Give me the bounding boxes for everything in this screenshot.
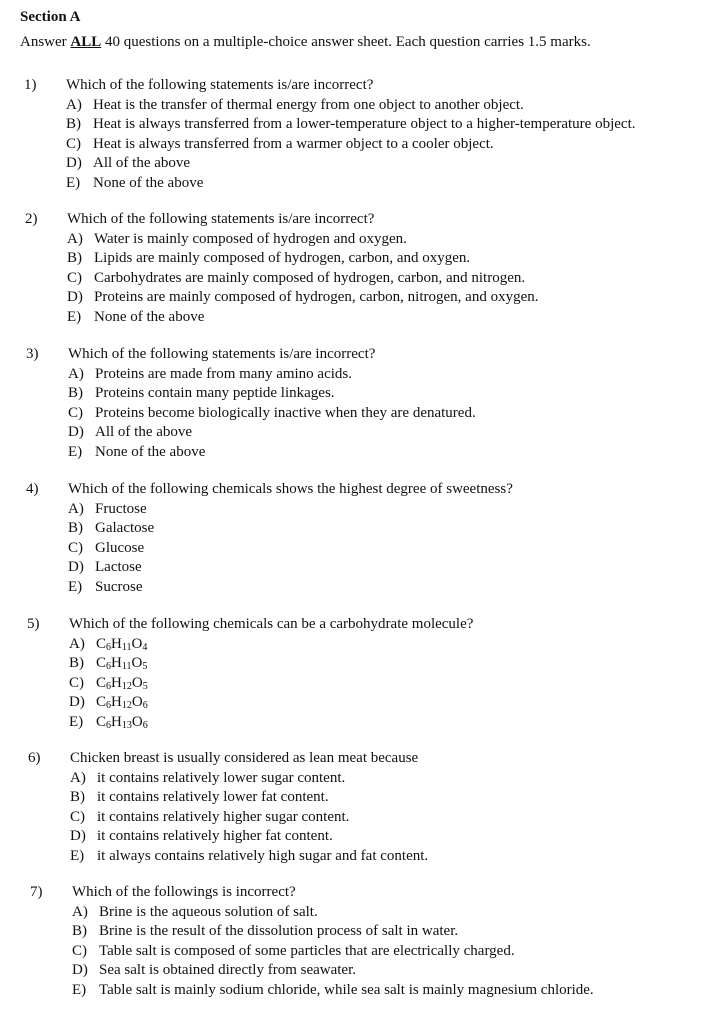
formula-subscript: 5 [142,680,148,692]
answer-option [70,769,720,789]
option-letter: E) [69,713,84,730]
option-letter: B) [70,789,85,805]
answer-option [68,578,718,598]
option-text: Lipids are mainly composed of hydrogen, carbon, and oxygen. [94,250,471,266]
option-letter: C) [68,404,83,421]
instructions-lead: Answer [20,34,71,50]
option-letter: D) [67,289,83,305]
formula-subscript: 11 [121,641,132,653]
option-letter: A) [66,96,82,113]
formula-element: H [111,674,122,691]
question-text: Which of the following chemicals can be a carbohydrate molecule? [69,616,474,632]
formula-subscript: 6 [142,700,148,711]
option-formula [96,675,148,691]
formula-subscript: 6 [106,700,112,711]
option-text: None of the above [93,174,204,191]
option-text: Galactose [95,520,155,536]
option-letter: E) [72,981,87,998]
option-formula [96,714,148,730]
option-text: Heat is always transferred from a lower-temperature object to a higher-temperature object. [93,116,636,132]
answer-option [69,654,719,674]
option-letter: D) [72,962,88,978]
formula-element: C [96,655,107,671]
option-text: Water is mainly composed of hydrogen and oxygen. [94,230,407,247]
option-letter: D) [69,694,85,710]
answer-option [70,827,720,847]
option-text: All of the above [93,155,191,171]
option-text: Heat is always transferred from a warmer object to a cooler object. [93,135,494,152]
formula-subscript: 6 [106,680,112,692]
question-number: 6) [28,750,41,766]
answer-option [69,693,719,713]
formula-element: C [96,635,107,652]
option-text: Glucose [95,539,145,556]
question-number: 5) [27,616,40,632]
question-body [68,480,718,597]
question-text: Which of the following statements is/are incorrect? [66,77,374,93]
answer-option [72,981,722,1001]
answer-option [72,961,722,981]
formula-element: C [96,713,107,730]
formula-element: O [131,674,143,691]
option-text: Carbohydrates are mainly composed of hydrogen, carbon, and nitrogen. [94,269,526,286]
question-text: Which of the following statements is/are incorrect? [68,346,376,362]
formula-subscript: 12 [121,680,132,692]
answer-option [72,903,722,923]
option-text: it contains relatively lower sugar content. [97,769,346,786]
option-text: Sea salt is obtained directly from seawater. [99,962,356,978]
option-letter: D) [68,559,84,575]
option-text: it always contains relatively high sugar and fat content. [97,847,429,864]
instructions-all: ALL [70,34,102,50]
question-body [72,883,722,1000]
question-number: 1) [24,77,37,93]
option-letter: E) [66,174,81,191]
option-letter: B) [72,923,87,939]
formula-subscript: 11 [121,661,132,672]
answer-option [68,539,718,559]
formula-subscript: 6 [106,719,112,731]
question-body [67,210,717,327]
answer-option [66,115,716,135]
option-letter: C) [68,539,83,556]
answer-option [67,288,717,308]
formula-element: O [131,713,143,730]
question-text: Which of the followings is incorrect? [72,884,296,900]
option-text: Table salt is mainly sodium chloride, while sea salt is mainly magnesium chloride. [99,981,594,998]
option-letter: B) [68,520,83,536]
instructions-rest: 40 questions on a multiple-choice answer sheet. Each question carries 1.5 marks. [101,34,591,50]
formula-element: O [131,694,143,710]
answer-option [70,808,720,828]
option-text: None of the above [94,308,205,325]
formula-subscript: 6 [142,719,148,731]
instructions [20,33,591,51]
formula-subscript: 6 [106,641,112,653]
option-letter: A) [69,635,85,652]
option-letter: B) [69,655,84,671]
answer-option [68,384,718,404]
option-letter: D) [70,828,86,844]
question-body [68,345,718,462]
formula-subscript: 5 [142,661,148,672]
option-letter: C) [72,942,87,959]
question-text: Chicken breast is usually considered as lean meat because [70,750,419,766]
question-number: 3) [26,346,39,362]
option-text: Proteins become biologically inactive when they are denatured. [95,404,476,421]
formula-element: C [96,694,107,710]
option-text: it contains relatively higher sugar content. [97,808,350,825]
answer-option [66,154,716,174]
question-number: 4) [26,481,39,497]
answer-option [69,674,719,694]
option-letter: D) [66,155,82,171]
option-text: Fructose [95,500,147,517]
option-letter: A) [72,903,88,920]
option-letter: E) [67,308,82,325]
answer-option [67,230,717,250]
formula-element: H [111,694,122,710]
option-text: Brine is the result of the dissolution process of salt in water. [99,923,459,939]
section-title: Section A [20,9,81,25]
option-text: Proteins contain many peptide linkages. [95,385,335,401]
answer-option [69,635,719,655]
option-letter: A) [70,769,86,786]
answer-option [66,135,716,155]
question-body [70,749,720,866]
option-formula [96,694,148,710]
option-text: Proteins are made from many amino acids. [95,365,353,382]
answer-option [68,365,718,385]
answer-option [70,788,720,808]
answer-option [70,847,720,867]
option-text: Lactose [95,559,142,575]
option-letter: B) [67,250,82,266]
formula-element: H [111,713,122,730]
formula-subscript: 6 [106,661,112,672]
option-letter: B) [68,385,83,401]
option-letter: D) [68,424,84,440]
answer-option [72,922,722,942]
formula-element: O [131,635,143,652]
option-letter: C) [67,269,82,286]
option-text: it contains relatively lower fat content. [97,789,329,805]
option-letter: A) [67,230,83,247]
question-body [66,76,716,193]
answer-option [69,713,719,733]
formula-element: C [96,674,107,691]
question-number: 2) [25,211,38,227]
option-letter: C) [66,135,81,152]
answer-option [68,423,718,443]
option-text: it contains relatively higher fat content. [97,828,333,844]
answer-option [68,404,718,424]
option-letter: A) [68,365,84,382]
formula-subscript: 4 [142,641,148,653]
option-letter: E) [70,847,85,864]
answer-option [68,519,718,539]
option-text: All of the above [95,424,193,440]
option-letter: A) [68,500,84,517]
answer-option [66,96,716,116]
formula-subscript: 12 [121,700,132,711]
option-formula [96,636,147,652]
formula-element: H [111,635,122,652]
answer-option [68,500,718,520]
option-letter: C) [70,808,85,825]
question-number: 7) [30,884,43,900]
answer-option [67,249,717,269]
option-letter: E) [68,443,83,460]
option-text: Proteins are mainly composed of hydrogen, carbon, nitrogen, and oxygen. [94,289,539,305]
formula-element: O [131,655,143,671]
formula-element: H [111,655,122,671]
answer-option [68,443,718,463]
question-text: Which of the following statements is/are incorrect? [67,211,375,227]
question-text: Which of the following chemicals shows the highest degree of sweetness? [68,481,513,497]
formula-subscript: 13 [121,719,132,731]
option-letter: E) [68,578,83,595]
question-body [69,615,719,732]
option-text: Sucrose [95,578,143,595]
answer-option [66,174,716,194]
answer-option [72,942,722,962]
option-text: Brine is the aqueous solution of salt. [99,903,318,920]
option-text: None of the above [95,443,206,460]
option-formula [96,655,147,671]
option-text: Heat is the transfer of thermal energy from one object to another object. [93,96,524,113]
answer-option [67,269,717,289]
option-letter: B) [66,116,81,132]
answer-option [67,308,717,328]
option-text: Table salt is composed of some particles that are electrically charged. [99,942,515,959]
option-letter: C) [69,674,84,691]
answer-option [68,558,718,578]
